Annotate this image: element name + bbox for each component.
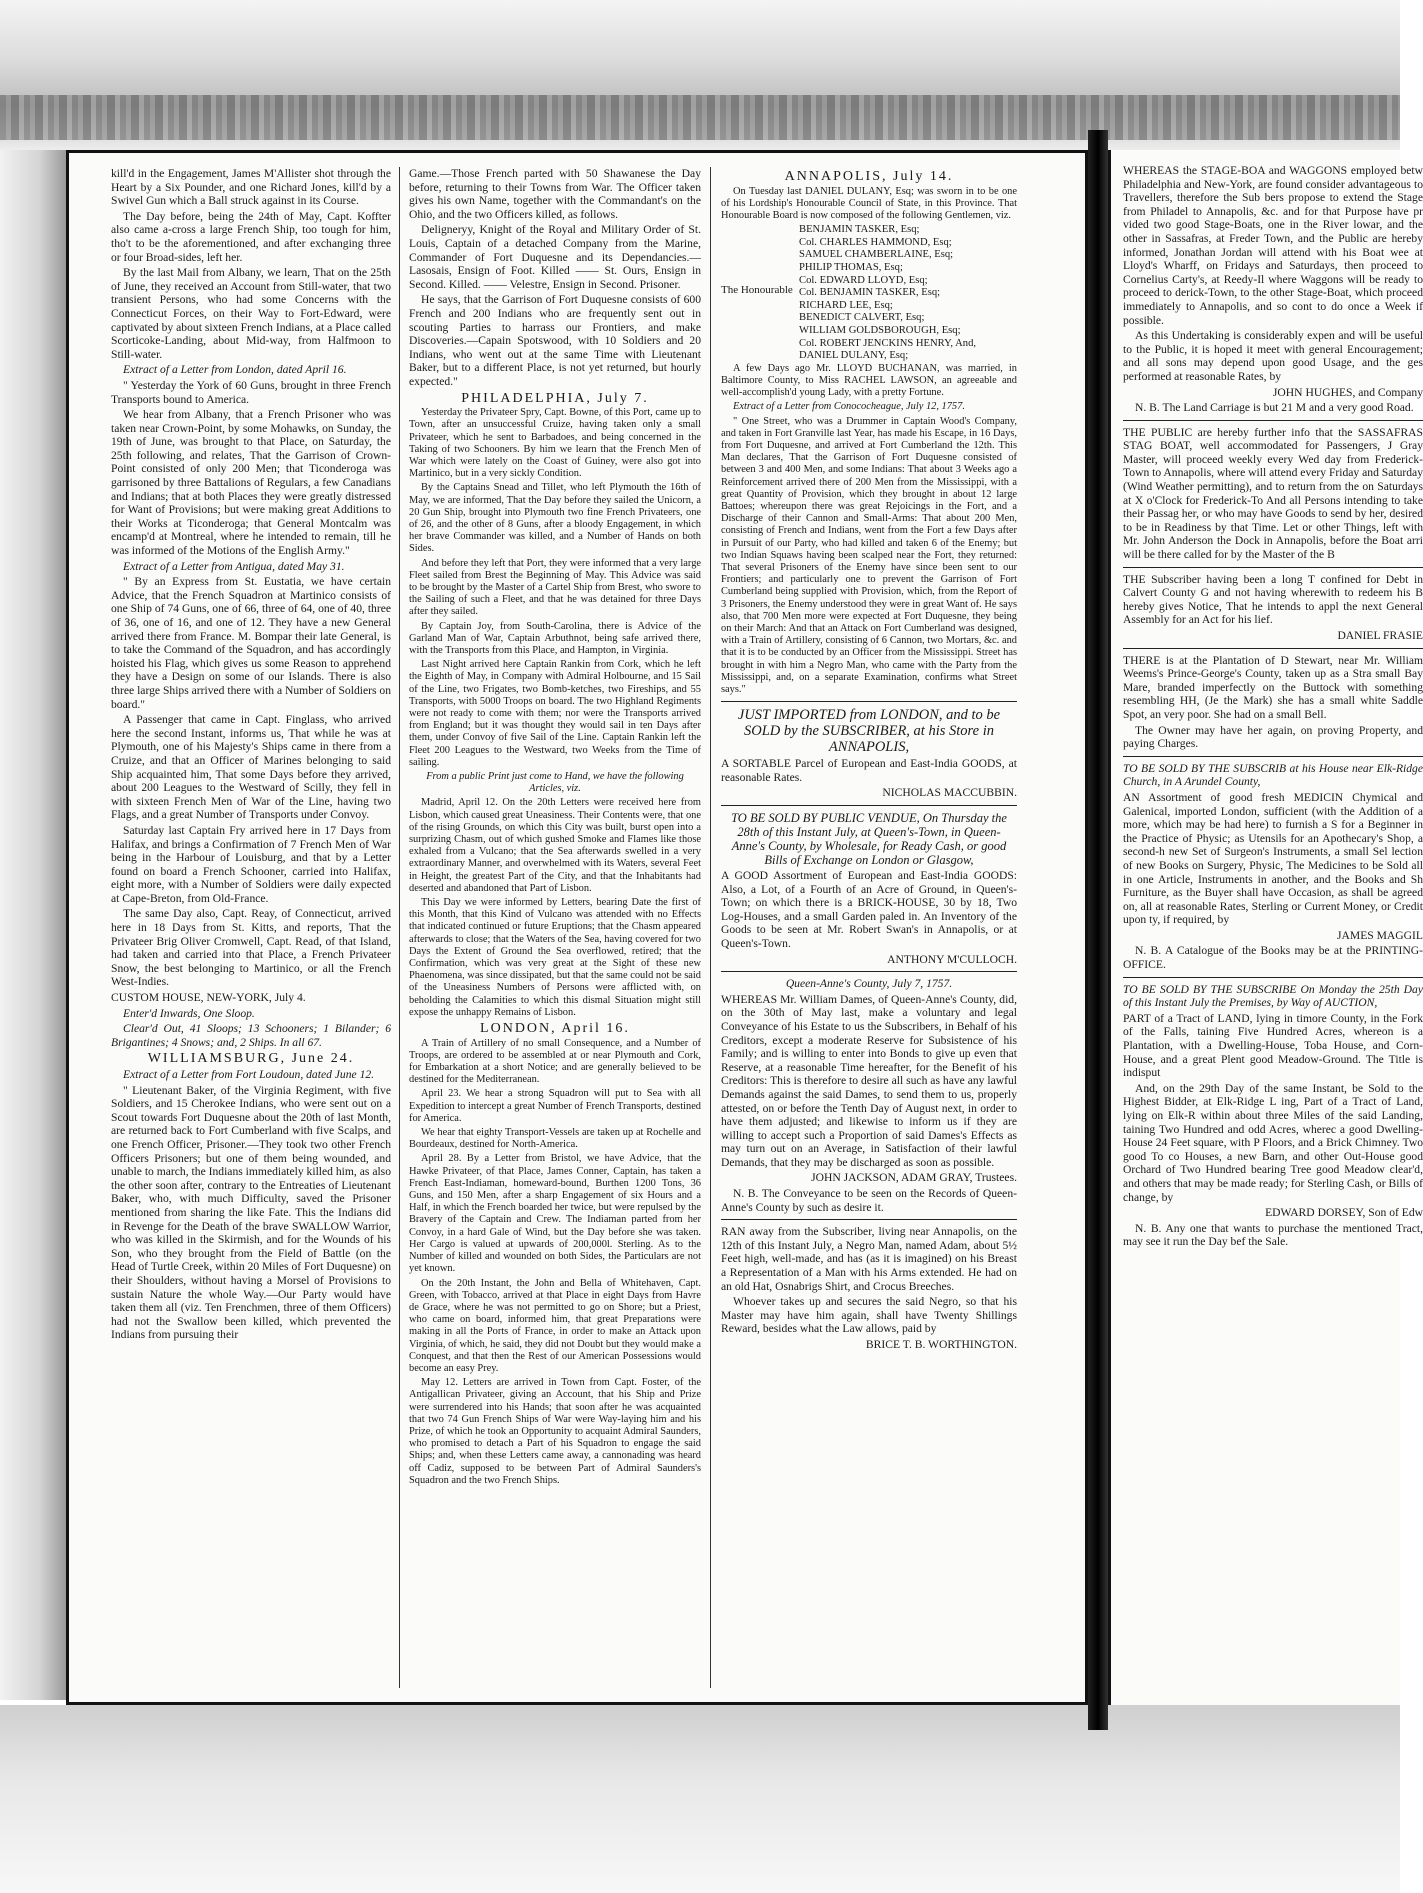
divider <box>1123 567 1423 568</box>
extract-heading: Extract of a Letter from Fort Loudoun, dated June 12. <box>123 1068 375 1081</box>
paragraph: As this Undertaking is considerably expen and will be useful to the Public, it is hoped it meet with general Encouragement; and all sons may depend upon good Usage, and the ges performed at reasonable Rates, by <box>1123 329 1423 383</box>
paragraph: And before they left that Port, they were informed that a very large Fleet sailed from Brest the Beginning of May. This Advice was said to be brought by the Master of a Cartel Ship from Brest, who swore to the Sailing of such a Fleet, and that he was detained for three Days after they sailed. <box>409 557 701 618</box>
column-rule <box>399 167 400 1688</box>
divider <box>1123 648 1423 649</box>
paragraph: A Passenger that came in Capt. Finglass, who arrived here the second Instant, informs us, That while he was at Plymouth, one of his Majesty's Ships came in there from a Cruize, and that an Officer of Marines belonging to said Ship acquainted him, That some Days before they arrived, about 200 Leagues to the Westward of Scilly, they fell in with sixteen French Men of War of the Line, having two Flags, and a great Number of Transports under Convoy. <box>111 713 391 822</box>
custom-house-heading: CUSTOM HOUSE, NEW-YORK, July 4. <box>111 991 306 1005</box>
ad-title: TO BE SOLD BY THE SUBSCRIBE On Monday the 25th Day of this Instant July the Premises, by Way of AUCTION, <box>1123 982 1423 1010</box>
paragraph: A Train of Artillery of no small Consequence, and a Number of Troops, are ordered to be assembled at or near Plymouth and Cork, for Embarkation at a short Notice; and are generally believed to be destined for the Mediterranean. <box>409 1037 701 1086</box>
divider <box>721 701 1017 702</box>
councillor: BENJAMIN TASKER, Esq; <box>799 224 920 236</box>
ad-signature: EDWARD DORSEY, Son of Edw <box>1265 1206 1423 1220</box>
paragraph: On Tuesday last DANIEL DULANY, Esq; was sworn in to be one of his Lordship's Honourable Council of State, in this Province. That Honourable Board is now composed of the following Gentlemen, viz. <box>721 185 1017 221</box>
paragraph: By the last Mail from Albany, we learn, That on the 25th of June, they received an Account from Still-water, that two transient Persons, who had some Concerns with the Connecticut Forces, on their Way to Fort-Edward, were captivated by about sixteen French Indians, at a Place called Scorticoke-Landing, about Mid-way, from Halfmoon to Still-water. <box>111 266 391 361</box>
dateline-annapolis: ANNAPOLIS, July 14. <box>784 169 954 184</box>
ad-body: A GOOD Assortment of European and East-India GOODS: Also, a Lot, of a Fourth of an Acre of Ground, in Queen's-Town; on which there is a BRICK-HOUSE, 30 by 18, Two Log-Houses, and a small Garden paled in. An Inventory of the Goods to be seen at Mr. Robert Swan's in Annapolis, or at Queen's-Town. <box>721 869 1017 950</box>
ad-note: N. B. Any one that wants to purchase the mentioned Tract, may see it run the Day bef the Sale. <box>1123 1221 1423 1249</box>
ad-body: A SORTABLE Parcel of European and East-India GOODS, at reasonable Rates. <box>721 757 1017 784</box>
paragraph: THERE is at the Plantation of D Stewart, near Mr. William Weems's Prince-George's County, taken up as a Stra small Bay Mare, branded imperfectly on the Buttock with something resembling HH, (Je the Mark) she has a small white Saddle Spot, an very poor. She had on a small Bell. <box>1123 653 1423 721</box>
ad-signature: JAMES MAGGIL <box>1337 928 1423 942</box>
paragraph: kill'd in the Engagement, James M'Allister shot through the Heart by a Six Pounder, and one Richard Jones, kill'd by a Swivel Gun which a Ball struck against in its Course. <box>111 167 391 208</box>
councillor: Col. BENJAMIN TASKER, Esq; <box>799 287 941 299</box>
divider <box>1123 756 1423 757</box>
paragraph: Yesterday the Privateer Spry, Capt. Bowne, of this Port, came up to Town, after an unsuccessful Cruize, having taken only a small Privateer, which he sent to Barbadoes, and being concerned in the Taking of two Schooners. By him we learn that the French Men of War which were lately on the Coast of Guiney, were also got into Martinico, but in a very sickly Condition. <box>409 407 701 480</box>
dateline-williamsburg: WILLIAMSBURG, June 24. <box>147 1051 355 1067</box>
divider <box>1123 420 1423 421</box>
trustee-name: JOHN JACKSON, <box>811 1171 899 1185</box>
ad-body: Whoever takes up and secures the said Negro, so that his Master may have him again, shall have Twenty Shillings Reward, besides what the Law allows, paid by <box>721 1295 1017 1336</box>
paragraph: April 23. We hear a strong Squadron will put to Sea with all Expedition to intercept a great Number of French Transports, destined for America. <box>409 1088 701 1124</box>
ad-title: TO BE SOLD BY THE SUBSCRIB at his House near Elk-Ridge Church, in A Arundel County, <box>1123 761 1423 789</box>
paragraph: By Captain Joy, from South-Carolina, there is Advice of the Garland Man of War, Captain Arbuthnot, being safe arrived there, with the Transports from this Place, and Hampton, in Virginia. <box>409 620 701 656</box>
dateline-london: LONDON, April 16. <box>480 1021 630 1037</box>
paragraph: We hear from Albany, that a French Prisoner who was taken near Crown-Point, by some Mohawks, on Sunday, the 19th of June, was brought to that Place, on Saturday, the 25th following, and relates, That the Garrison of Crown-Point consisted of only 200 Men; that Ticonderoga was garrisoned by three Battalions of Regulars, a few Canadians and Indians; that at both Places they were greatly distressed for Want of Provisions; but were making great Additions to their Works at Ticonderoga; that General Montcalm was encamp'd at Montreal, where he intended to remain, till he was informed of the Motions of the English Army." <box>111 408 391 558</box>
councillor: Col. CHARLES HAMMOND, Esq; <box>799 236 952 248</box>
council-label: The Honourable <box>721 284 793 297</box>
paragraph: " One Street, who was a Drummer in Captain Wood's Company, and taken in Fort Granville last Year, has made his Escape, in 16 Days, from Fort Duquesne, and arrived at Fort Cumberland the 12th. This Man declares, That the Garrison of Fort Duquesne consisted of between 3 and 400 Men, and some Indians: That about 3 Weeks ago a Reinforcement arrived there of 200 Men from the Mississippi, with a great Quantity of Provision, which they brought in about 12 large Battoes; whereupon there was great Rejoicings in the Fort, and a Discharge of their Cannon and Small-Arms: That about 200 Men, consisting of French and Indians, went from the Fort a few Days after in Pursuit of our Party, who had killed and taken 6 of the Enemy; but two Indian Squaws having been scalped near the Fort, they returned: That several Prisoners of the Enemy have since been sent to our Frontiers; and particularly one to prevent the Garrison of Fort Cumberland being supplied with Provision, which, from the Report of 3 Prisoners, the Enemy understood they were in great Want of. He says also, that 700 Men more were expected at Fort Duquesne, they being on their March: And that an Attack on Fort Cumberland was designed, with a Train of Artillery, consisting of 6 Cannon, two Mortars, &c. and that it is to be conducted by an Officer from the Mississippi. Street has brought in with him a Negro Man, who came with the Party from the Mississippi, and, on a separate Examination, confirms what Street says." <box>721 415 1017 696</box>
paragraph: The same Day also, Capt. Reay, of Connecticut, arrived here in 18 Days from St. Kitts, and reports, That the Privateer Brig Oliver Cromwell, Capt. Read, of that Island, had taken and carried into that Place, a French Privateer Snow, the best belonging to Martinico, or all the French West-Indies. <box>111 907 391 989</box>
ad-signature: NICHOLAS MACCUBBIN. <box>882 786 1017 800</box>
councillor: PHILIP THOMAS, Esq; <box>799 261 903 273</box>
paragraph: Game.—Those French parted with 50 Shawanese the Day before, returning to their Towns from War. The Officer taken gives his own Name, together with the Commandant's on the Ohio, and the two Officers killed, as follows. <box>409 167 701 221</box>
ad-body: RAN away from the Subscriber, living near Annapolis, on the 12th of this Instant July, a Negro Man, named Adam, about 5½ Feet high, well-made, and has (as it is imagined) on his Breast a Representation of a Man with his Arms extended. He had on an old Hat, Osnabrigs Shirt, and Crocus Breeches. <box>721 1225 1017 1293</box>
ad-date: Queen-Anne's County, July 7, 1757. <box>785 977 953 991</box>
paragraph: AN Assortment of good fresh MEDICIN Chymical and Galenical, imported London, sufficient (with the Addition of a more, which may be had here) to furnish a S for a Beginner in the Practice of Physic; as Utensils for an Apothecary's Shop, a second-h new Set of Surgeon's Instruments, a small Sel lection of new Books on Surgery, Physic, The Medicines to be Sold all in one Article, Instruments in another, and the Books and Sh Furniture, as the Buyer shall have Occasion, as shall be agreed on, all at reasonable Rates, Sterling or Current Money, or Credit upon ty, if required, by <box>1123 790 1423 927</box>
newspaper-page <box>66 150 1088 1705</box>
councillor: Col. EDWARD LLOYD, Esq; <box>799 274 928 286</box>
ad-signature <box>721 1171 1017 1185</box>
ad-note: N. B. A Catalogue of the Books may be at the PRINTING-OFFICE. <box>1123 944 1423 972</box>
paragraph: May 12. Letters are arrived in Town from Capt. Foster, of the Antigallican Privateer, giving an Account, that his Ship and Prize were surrendered into his Hands; that soon after he was acquainted that two 74 Gun French Ships of War were Way-laying him and his Prize, of which he took an Opportunity to acquaint Admiral Saunders, who promised to detach a Part of his Squadron to engage the said Ships; and, when these Letters came away, a cannonading was heard off Cadiz, supposed to be between Part of Admiral Saunders's Squadron and the two French Ships. <box>409 1377 701 1486</box>
paragraph: " By an Express from St. Eustatia, we have certain Advice, that the French Squadron at Martinico consists of one Ship of 74 Guns, one of 66, three of 64, one of 40, three of 36, one of 16, and one of 12. They have a new General arrived there from France. M. Bompar their late General, is to take the Command of the Squadron, and has accordingly hoisted his Flag, which gives us some Reason to apprehend they have a Design on some of our Islands. There is also three large Ships arrived there with a Number of Soldiers on board." <box>111 575 391 711</box>
paragraph: Enter'd Inwards, One Sloop. <box>123 1006 255 1020</box>
ad-signature: JOHN HUGHES, and Company <box>1272 385 1423 399</box>
scan-left-margin <box>0 150 66 1700</box>
council-list <box>721 224 1017 363</box>
paragraph: We hear that eighty Transport-Vessels are taken up at Rochelle and Bourdeaux, destined for North-America. <box>409 1127 701 1151</box>
ad-signature: BRICE T. B. WORTHINGTON. <box>865 1338 1017 1351</box>
paragraph: WHEREAS the STAGE-BOA and WAGGONS employed betw Philadelphia and New-York, are found consider advantageous to Travellers, therefore the Sub bers propose to extend the Stage from Philadel to Annapolis, &c. and for that Purpose have pr vided two good Stage-Boats, one in the River lowar, and the other in Sassafras, at Freder Town, and the Public are hereby informed, Jonathan Jordan will attend with his Boat wee at Lloyd's Wharff, on Fridays and Saturdays, then proceed to Cornelius Carty's, at Reedy-Il where Waggons will be ready to proceed to derick-Town, to the other Stage-Boat, which proceed immediately to Annapolis, and so cont to do once a Week if possible. <box>1123 164 1423 327</box>
paragraph: Deligneryy, Knight of the Royal and Military Order of St. Louis, Captain of a detached Company from the Marine, Commander of Fort Duquesne and its Dependancies.—Lasosais, Ensign of Foot. Killed —— St. Ours, Ensign in Second. Killed. —— Velestre, Ensign in Second. Prisoner. <box>409 223 701 291</box>
ad-signature: DANIEL FRASIE <box>1337 629 1423 642</box>
paragraph: Clear'd Out, 41 Sloops; 13 Schooners; 1 Bilander; 6 Brigantines; 4 Snows; and, 2 Ships. In all 67. <box>111 1022 391 1049</box>
councillor: DANIEL DULANY, Esq; <box>799 350 909 362</box>
paragraph: And, on the 29th Day of the same Instant, be Sold to the Highest Bidder, at Elk-Ridge L ing, Part of a Tract of Land, lying on Elk-R within about three Miles of the said Landing, taining Two Hundred and odd Acres, wherec a good Dwelling-House 24 Feet square, with P Floors, and a Brick Chimney. Two good To co Houses, a new Barn, and other Out-House good Orchard of Two Hundred bearing Tree good Meadow clear'd, and others that may be made ready; for Sterling Cash, or Bills of change, by <box>1123 1081 1423 1204</box>
councillor: RICHARD LEE, Esq; <box>799 299 893 311</box>
dateline-philadelphia: PHILADELPHIA, July 7. <box>461 390 649 406</box>
paragraph: The Owner may have her again, on proving Property, and paying Charges. <box>1123 723 1423 751</box>
page-gutter <box>1088 130 1108 1730</box>
councillor: BENEDICT CALVERT, Esq; <box>799 312 925 324</box>
councillor: SAMUEL CHAMBERLAINE, Esq; <box>799 249 954 261</box>
extract-heading: Extract of a Letter from Conococheague, July 12, 1757. <box>733 401 965 413</box>
divider <box>721 971 1017 972</box>
paragraph: Last Night arrived here Captain Rankin from Cork, which he left the Eighth of May, in Company with Admiral Holbourne, and 15 Sail of the Line, two Frigates, two Bomb-ketches, two Fireships, and 55 Transports, with 5000 Troops on board. The two Highland Regiments were not ready to come with them; nor were the Transports arrived from England; but it was thought they would sail in ten Days after them, under Convoy of five Sail of the Line. Captain Rankin left the Fleet 200 Leagues to the Westward, two Weeks from the Time of sailing. <box>409 659 701 768</box>
extract-heading: Extract of a Letter from Antigua, dated May 31. <box>123 559 345 573</box>
column-4 <box>1123 164 1423 1691</box>
ad-signature: ANTHONY M'CULLOCH. <box>887 952 1017 966</box>
column-rule <box>710 167 711 1688</box>
scan-bottom-margin <box>0 1705 1400 1893</box>
paragraph: " Yesterday the York of 60 Guns, brought in three French Transports bound to America. <box>111 378 391 406</box>
trustee-name: ADAM GRAY, <box>901 1171 973 1185</box>
ad-title: JUST IMPORTED from LONDON, and to be SOLD by the SUBSCRIBER, at his Store in ANNAPOLIS, <box>737 707 1001 756</box>
column-1 <box>111 167 391 1688</box>
paragraph: By the Captains Snead and Tillet, who left Plymouth the 16th of May, we are informed, That the Day before they sailed the Unicorn, a 20 Gun Ship, brought into Plymouth two fine French Privateers, one of 26, and the other of 8 Guns, after a bloody Engagement, in which her brave Commander was killed, and a Number of Hands on both Sides. <box>409 482 701 555</box>
column-2 <box>409 167 701 1688</box>
paragraph: PART of a Tract of LAND, lying in timore County, in the Fork of the Falls, taining Five Hundred Acres, whereon is a Plantation, with a Dwelling-House, Toba House, and Corn-House, and a great Plent good Meadow-Ground. The Title is indisput <box>1123 1011 1423 1080</box>
paragraph: The Day before, being the 24th of May, Capt. Koffter also came a-cross a large French Ship, too tough for him, tho't to be the aforementioned, and after exchanging three or four Broad-sides, left her. <box>111 209 391 264</box>
councillor: Col. ROBERT JENCKINS HENRY, And, <box>799 337 977 349</box>
paragraph: Saturday last Captain Fry arrived here in 17 Days from Halifax, and brings a Confirmation of 7 French Men of War being in the Harbour of Louisburg, and that by a Letter found on board a French Schooner, carried into Halifax, eight more, with a Number of Soldiers were daily expected at Cape-Breton, from Old-France. <box>111 823 391 905</box>
scan-shadow <box>0 95 1400 140</box>
divider <box>1123 977 1423 978</box>
divider <box>721 805 1017 806</box>
paragraph: THE Subscriber having been a long T confined for Debt in Calvert County G and not having wherewith to redeem his B hereby gives Notice, That he intends to appl the next General Assembly for an Act for his lief. <box>1123 572 1423 627</box>
council-names <box>799 224 1017 363</box>
paragraph: On the 20th Instant, the John and Bella of Whitehaven, Capt. Green, with Tobacco, arrived at that Place in eight Days from Havre de Grace, where he was not permitted to go on Shore; but a Priest, who came on board, informed him, that great Preparations were making in all the Ports of France, in order to make an Attack upon Virginia, of which, he said, they did not Doubt but they would make a Conquest, and that then the Rest of our American Possessions would become an easy Prey. <box>409 1277 701 1374</box>
ad-note: N. B. The Conveyance to be seen on the Records of Queen-Anne's County by such as desire it. <box>721 1187 1017 1214</box>
paragraph: " Lieutenant Baker, of the Virginia Regiment, with five Soldiers, and 15 Cherokee Indians, who were sent out on a Scout towards Fort Duquesne about the 20th of last Month, are returned back to Fort Cumberland with five Scalps, and one French Officer, Prisoner.—They took two other French Officers Prisoners; but one of them being wounded, and unable to march, the Indians immediately killed him, as also the other soon after, contrary to the Entreaties of Lieutenant Baker, who, with much Difficulty, saved the Prisoner mentioned from sharing the like Fate. This the Indians did in Revenge for the Death of the brave SWALLOW Warrior, who was killed in the Skirmish, and for the Wounds of his Son, who they brought from the Field of Battle (on the Head of Turtle Creek, within 20 Miles of Fort Duquesne) on their Shoulders, without having a Morsel of Provisions to sustain Nature the whole Way.—Our Party would have taken them all (viz. Ten Frenchmen, three of them Officers) had not the Swallow been killed, which prevented the Indians from pursuing their <box>111 1083 391 1342</box>
extract-heading: Extract of a Letter from London, dated April 16. <box>123 363 347 377</box>
paragraph: This Day we were informed by Letters, bearing Date the first of this Month, that this Kind of Vulcano was attended with no Effects that indicated continued or future Eruptions; that the Chasm appeared afterwards to close; that the Waters of the Sea, having covered for two Days the Extent of Ground the Sea overflowed, retired; that the Confirmation, which was very great at the Sight of these new Phaenomena, was since dissipated, but that the same could not be said of the Uneasiness Numbers of Persons were afflicted with, on beholding the Calamities to which this dismal Situation might still expose the unhappy Remains of Lisbon. <box>409 897 701 1018</box>
divider <box>721 1219 1017 1220</box>
column-3 <box>721 167 1017 1688</box>
trustees-label: Trustees. <box>975 1171 1017 1185</box>
newspaper-page-right <box>1108 150 1423 1705</box>
ad-title: TO BE SOLD BY PUBLIC VENDUE, On Thursday the 28th of this Instant July, at Queen's-Town, in Queen-Anne's County, by Wholesale, for Ready Cash, or good Bills of Exchange on London or Glasgow, <box>731 811 1007 867</box>
paragraph: April 28. By a Letter from Bristol, we have Advice, that the Hawke Privateer, of that Place, James Conner, Captain, has taken a French East-Indiaman, homeward-bound, Burthen 1200 Tons, 36 Guns, and 150 Men, after a sharp Engagement of six Hours and a Half, in which the French boarded her twice, but were repulsed by the Bravery of the Captain and Crew. The Indiaman parted from her Convoy, in a hard Gale of Wind, but the Day before she was taken. Her Cargo is valued at upwards of 200,000l. Sterling. As to the Number of killed and wounded on both Sides, the Particulars are not yet known. <box>409 1153 701 1275</box>
ad-note: N. B. The Land Carriage is but 21 M and a very good Road. <box>1135 401 1414 415</box>
print-note: From a public Print just come to Hand, we have the following Articles, viz. <box>426 770 684 795</box>
paragraph: A few Days ago Mr. LLOYD BUCHANAN, was married, in Baltimore County, to Miss RACHEL LAWSON, an agreeable and well-accomplish'd young Lady, with a pretty Fortune. <box>721 362 1017 399</box>
paragraph: Madrid, April 12. On the 20th Letters were received here from Lisbon, which caused great Uneasiness. Their Contents were, that one of the rising Grounds, on which this City was built, burst open into a surprizing Chasm, out of which gushed Smoke and Flames like those exhaled from a Vulcano; that the Sea afterwards swelled in a very extraordinary Manner, and overwhelmed with its Waters, several Feet in Height, the greatest Part of the City, and that the Inhabitants had deserted and abandoned that Part of Lisbon. <box>409 797 701 894</box>
paragraph: He says, that the Garrison of Fort Duquesne consists of 600 French and 200 Indians who are frequently sent out in scouting Parties to harrass our Frontiers, and make Discoveries.—Capain Spotswood, with 10 Soldiers and 20 Indians, who went out at the same Time with Lieutenant Baker, but to a different Place, is not yet returned, but hourly expected." <box>409 293 701 388</box>
paragraph: THE PUBLIC are hereby further info that the SASSAFRAS STAG BOAT, well accommodated for Passengers, J Gray Master, will proceed weekly every Wed day from Frederick-Town to Annapolis, where will attend every Friday and Saturday (Wind Weather permitting), and to return from the on Saturdays at X o'Clock for Frederick-To And all Persons intending to take their Passag her, or who may have Goods to send by her, desired to be in Readiness by that Time. Let or other Things, left with Mr. John Anderson the Dock in Annapolis, before the Boat arri will be there called for by the Master of the B <box>1123 425 1423 562</box>
ad-body: WHEREAS Mr. William Dames, of Queen-Anne's County, did, on the 30th of May last, make a voluntary and legal Conveyance of his Estate to us the Subscribers, in Behalf of his Creditors, except a moderate Reserve for Subsistence of his Family; and is willing to enter into Bonds to give up even that Reserve, at a reasonable Time hereafter, for the Benefit of his Creditors: This is therefore to desire all such as have any lawful Demands against the said Dames, to send them to us, properly attested, on or before the Tenth Day of August next, in order to have them adjusted; and likewise to inform us if they are willing to accept such a Proportion of said Dames's Effects as may turn out on an Average, in Satisfaction of their lawful Demands, that they may be discharged as soon as possible. <box>721 992 1017 1169</box>
councillor: WILLIAM GOLDSBOROUGH, Esq; <box>799 324 961 336</box>
